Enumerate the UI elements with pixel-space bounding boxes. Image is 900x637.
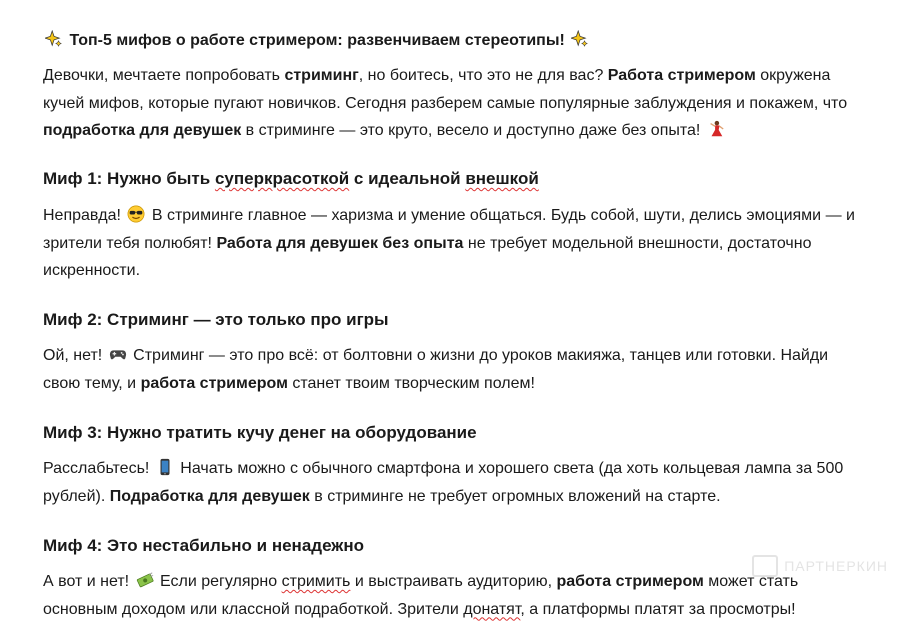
sparkles-icon: [571, 30, 589, 48]
myth4-squiggle-1: стримить: [281, 573, 351, 590]
sunglasses-face-icon: [127, 205, 145, 223]
myth2-heading: Миф 2: Стриминг — это только про игры: [43, 310, 389, 329]
myth4-text-2: Если регулярно: [160, 573, 282, 590]
myth3-paragraph: [43, 455, 861, 510]
myth3-text-2: Начать можно с обычного смартфона и хорошего света (да хоть кольцевая лампа за 500 рублей).: [43, 460, 844, 505]
myth1-heading-text-2: с идеальной: [349, 169, 466, 188]
title-text: Топ-5 мифов о работе стримером: развенчиваем стереотипы!: [69, 32, 565, 49]
myth1-text-3: не требует модельной внешности, достаточно искренности.: [43, 234, 812, 279]
myth3-text-1: Расслабьтесь!: [43, 460, 150, 477]
intro-text-1: Девочки, мечтаете попробовать: [43, 67, 285, 84]
watermark: [752, 555, 888, 577]
page-title: [43, 30, 591, 52]
intro-text-3: окружена кучей мифов, которые пугают новичков. Сегодня разберем самые популярные заблуждения и покажем, что: [43, 67, 848, 112]
myth4-heading: Миф 4: Это нестабильно и ненадежно: [43, 536, 365, 555]
myth4-squiggle-2: донатят: [463, 600, 521, 618]
intro-bold-3: подработка для девушек: [43, 122, 242, 139]
intro-bold-1: стриминг: [284, 67, 359, 84]
myth2-text-2: Стриминг — это про всё: от болтовни о жизни до уроков макияжа, танцев или готовки. Найди свою тему, и: [43, 347, 829, 392]
myth3-text-3: в стриминге не требует огромных вложений на старте.: [309, 487, 721, 505]
myth1-paragraph: [43, 202, 861, 285]
myth1-heading-squiggle-2: внешкой: [465, 169, 539, 188]
myth2-text-1: Ой, нет!: [43, 347, 103, 364]
gamepad-icon: [109, 345, 127, 363]
watermark-logo-icon: [752, 555, 778, 577]
myth1-heading: [43, 168, 539, 190]
myth1-heading-squiggle-1: суперкрасоткой: [214, 169, 350, 188]
myth2-text-3: станет твоим творческим полем!: [287, 374, 535, 392]
intro-paragraph: [43, 62, 861, 145]
myth1-bold-1: Работа для девушек без опыта: [216, 234, 464, 252]
dancer-icon: [707, 120, 725, 138]
watermark-text: ПАРТНЕРКИН: [784, 558, 888, 574]
myth4-bold-1: работа стримером: [556, 573, 704, 590]
myth4-text-1: А вот и нет!: [43, 573, 130, 590]
myth4-text-3: и выстраивать аудиторию,: [350, 573, 557, 590]
myth1-text-2: В стриминге главное — харизма и умение общаться. Будь собой, шути, делись эмоциями — и зрители тебя полюбят!: [43, 207, 855, 252]
money-icon: [136, 571, 154, 589]
myth4-paragraph: [43, 568, 861, 623]
intro-text-2: , но боитесь, что это не для вас?: [358, 67, 608, 84]
myth1-heading-text-1: Миф 1: Нужно быть: [43, 169, 215, 188]
myth2-paragraph: [43, 342, 861, 397]
myth3-bold-1: Подработка для девушек: [109, 487, 310, 505]
intro-text-4: в стриминге — это круто, весело и доступно даже без опыта!: [241, 122, 701, 139]
myth4-text-4: может стать основным доходом или классной подработкой. Зрители: [43, 573, 799, 618]
intro-bold-2: Работа стримером: [607, 67, 756, 84]
myth1-text-1: Неправда!: [43, 207, 121, 224]
myth4-text-5: , а платформы платят за просмотры!: [520, 600, 796, 618]
myth3-heading: Миф 3: Нужно тратить кучу денег на оборудование: [43, 423, 477, 442]
myth2-bold-1: работа стримером: [140, 374, 288, 392]
sparkles-icon: [45, 30, 63, 48]
smartphone-icon: [156, 458, 174, 476]
